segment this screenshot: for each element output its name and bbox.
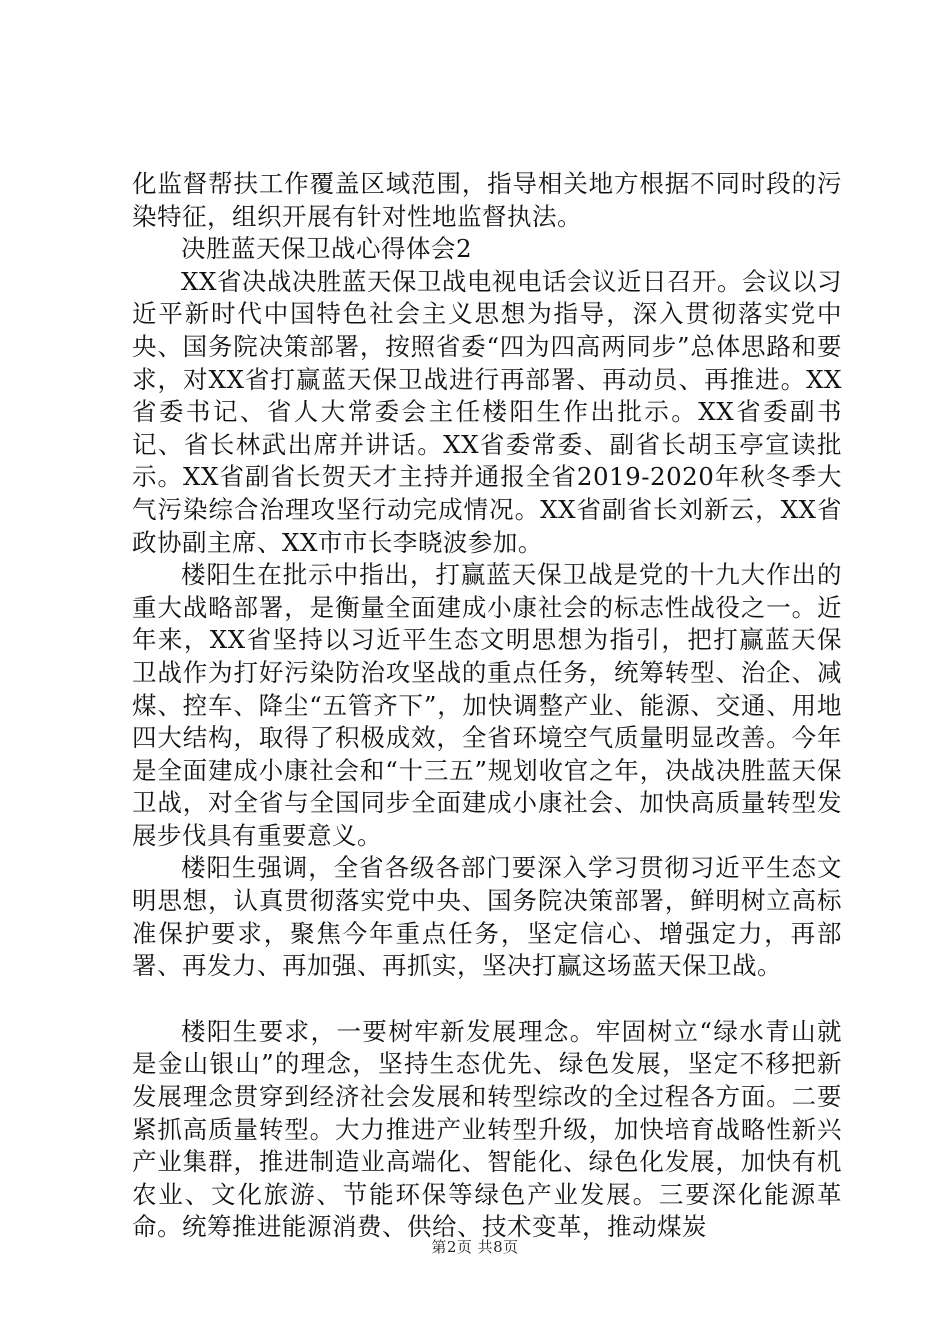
paragraph-continuation: 化监督帮扶工作覆盖区域范围，指导相关地方根据不同时段的污染特征，组织开展有针对性地监督执法。: [132, 169, 842, 231]
paragraph-emphasis: 楼阳生强调，全省各级各部门要深入学习贯彻习近平生态文明思想，认真贯彻落实党中央、国务院决策部署，鲜明树立高标准保护要求，聚焦今年重点任务，坚定信心、增强定力，再部署、再发力、再加强、再抓实，坚决打赢这场蓝天保卫战。: [132, 853, 842, 981]
section-heading: 决胜蓝天保卫战心得体会2: [181, 234, 473, 264]
paragraph-meeting: XX省决战决胜蓝天保卫战电视电话会议近日召开。会议以习近平新时代中国特色社会主义思想为指导，深入贯彻落实党中央、国务院决策部署，按照省委“四为四高两同步”总体思路和要求，对XX省打赢蓝天保卫战进行再部署、再动员、再推进。XX省委书记、省人大常委会主任楼阳生作出批示。XX省委副书记、省长林武出席并讲话。XX省委常委、副省长胡玉亭宣读批示。XX省副省长贺天才主持并通报全省2019-2020年秋冬季大气污染综合治理攻坚行动完成情况。XX省副省长刘新云，XX省政协副主席、XX市市长李晓波参加。: [132, 266, 842, 557]
paragraph-requirements: 楼阳生要求，一要树牢新发展理念。牢固树立“绿水青山就是金山银山”的理念，坚持生态优先、绿色发展，坚定不移把新发展理念贯穿到经济社会发展和转型综改的全过程各方面。二要紧抓高质量转型。大力推进产业转型升级，加快培育战略性新兴产业集群，推进制造业高端化、智能化、绿色化发展，加快有机农业、文化旅游、节能环保等绿色产业发展。三要深化能源革命。统筹推进能源消费、供给、技术变革，推动煤炭: [132, 1016, 842, 1242]
paragraph-spacer: [132, 983, 842, 1016]
document-body: [132, 168, 842, 1244]
page-footer: 第2页 共8页: [431, 1238, 519, 1256]
paragraph-instruction: 楼阳生在批示中指出，打赢蓝天保卫战是党的十九大作出的重大战略部署，是衡量全面建成小康社会的标志性战役之一。近年来，XX省坚持以习近平生态文明思想为指引，把打赢蓝天保卫战作为打好污染防治攻坚战的重点任务，统筹转型、治企、减煤、控车、降尘“五管齐下”，加快调整产业、能源、交通、用地四大结构，取得了积极成效，全省环境空气质量明显改善。今年是全面建成小康社会和“十三五”规划收官之年，决战决胜蓝天保卫战，对全省与全国同步全面建成小康社会、加快高质量转型发展步伐具有重要意义。: [132, 560, 842, 850]
